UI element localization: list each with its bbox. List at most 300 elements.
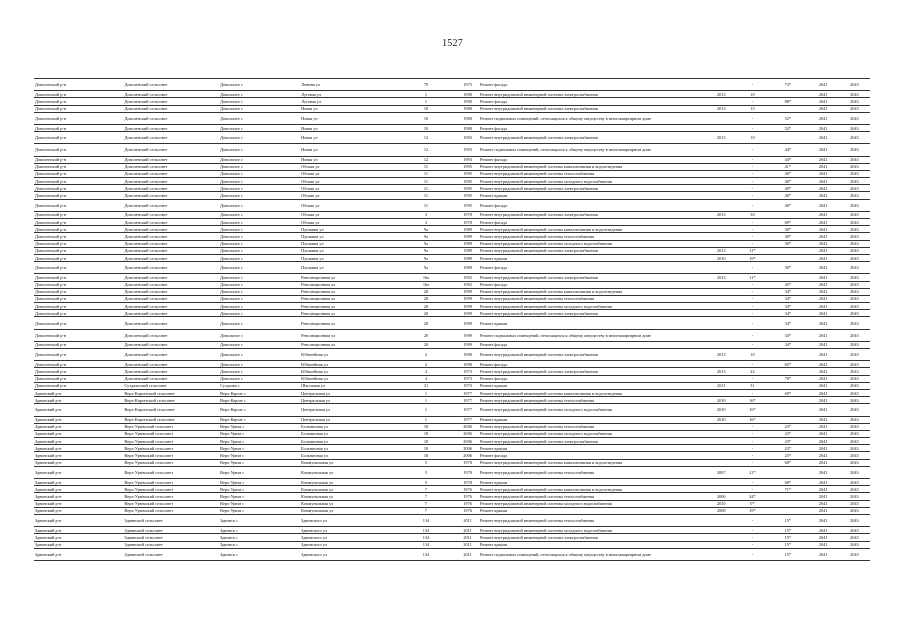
table-row	[34, 144, 870, 156]
house-number-cell: 18	[396, 452, 456, 459]
settlement-council-cell: Суздальский сельсовет	[123, 382, 219, 389]
street-cell: Коммунальная ул	[300, 507, 396, 514]
district-cell: Доволенский р-н	[34, 170, 123, 177]
house-number-cell: 18	[396, 438, 456, 445]
cost-value-cell	[768, 404, 808, 416]
street-cell: Пушкина ул	[300, 262, 396, 274]
table-row	[34, 341, 870, 348]
planned-value-cell: -	[737, 170, 768, 177]
build-year-cell: 1989	[456, 262, 479, 274]
planned-value-cell: -	[737, 185, 768, 192]
street-cell: Новая ул	[300, 105, 396, 112]
last-repair-year-cell	[706, 486, 737, 493]
street-cell: Революционная ул	[300, 288, 396, 295]
district-cell: Здвинский р-н	[34, 389, 123, 396]
house-number-cell: 134	[396, 548, 456, 560]
build-year-cell: 1990	[456, 91, 479, 98]
district-cell: Здвинский р-н	[34, 404, 123, 416]
build-year-cell: 1978	[456, 466, 479, 478]
planned-value-cell: -	[737, 514, 768, 526]
last-repair-year-cell: 2013	[706, 247, 737, 254]
start-year-cell: 2041	[808, 163, 839, 170]
work-type-cell: Ремонт внутридомовой инженерной системы электроснабжения	[479, 368, 706, 375]
table-row	[34, 534, 870, 541]
end-year-cell: 2043	[839, 389, 870, 396]
street-cell: Больничная ул	[300, 438, 396, 445]
house-number-cell: 18	[396, 430, 456, 437]
last-repair-year-cell: 2010	[706, 500, 737, 507]
table-row	[34, 404, 870, 416]
planned-value-cell: 10	[737, 91, 768, 98]
last-repair-year-cell: 2013	[706, 132, 737, 144]
table-row	[34, 548, 870, 560]
work-type-cell: Ремонт внутридомовой инженерной системы теплоснабжения	[479, 493, 706, 500]
work-type-cell: Ремонт внутридомовой инженерной системы холодного водоснабжения	[479, 178, 706, 185]
street-cell: Новая ул	[300, 156, 396, 163]
village-cell: Верх-Урюм с	[219, 479, 300, 486]
village-cell: Верх-Урюм с	[219, 445, 300, 452]
district-cell: Здвинский р-н	[34, 445, 123, 452]
village-cell: Довольное с	[219, 274, 300, 281]
settlement-council-cell: Верх-Урюмский сельсовет	[123, 452, 219, 459]
cost-value-cell: 30*	[768, 233, 808, 240]
build-year-cell: 1990	[456, 98, 479, 105]
table-row	[34, 397, 870, 404]
work-type-cell: Ремонт фасада	[479, 156, 706, 163]
planned-value-cell: -	[737, 192, 768, 199]
work-type-cell: Ремонт внутридомовой инженерной системы канализования и водоотведения	[479, 389, 706, 396]
build-year-cell: 1989	[456, 233, 479, 240]
build-year-cell: 1988	[456, 124, 479, 131]
table-row	[34, 361, 870, 368]
last-repair-year-cell	[706, 303, 737, 310]
street-cell: Больничная ул	[300, 430, 396, 437]
end-year-cell: 2043	[839, 98, 870, 105]
start-year-cell: 2041	[808, 247, 839, 254]
build-year-cell: 2006	[456, 445, 479, 452]
settlement-council-cell: Доволенский сельсовет	[123, 375, 219, 382]
build-year-cell: 1976	[456, 500, 479, 507]
district-cell: Здвинский р-н	[34, 541, 123, 548]
street-cell: Обская ул	[300, 185, 396, 192]
street-cell: Пушкина ул	[300, 233, 396, 240]
village-cell: Здвинск с	[219, 527, 300, 534]
table-row	[34, 262, 870, 274]
village-cell: Довольное с	[219, 288, 300, 295]
end-year-cell: 2043	[839, 548, 870, 560]
village-cell: Довольное с	[219, 262, 300, 274]
street-cell: Пушкина ул	[300, 247, 396, 254]
cost-value-cell: 78*	[768, 375, 808, 382]
cost-value-cell	[768, 105, 808, 112]
table-row	[34, 368, 870, 375]
street-cell: Обская ул	[300, 211, 396, 218]
planned-value-cell: -	[737, 226, 768, 233]
district-cell: Доволенский р-н	[34, 295, 123, 302]
work-type-cell: Ремонт крыши	[479, 479, 706, 486]
start-year-cell: 2041	[808, 445, 839, 452]
settlement-council-cell: Доволенский сельсовет	[123, 219, 219, 226]
cost-value-cell: 44*	[768, 156, 808, 163]
cost-value-cell	[768, 132, 808, 144]
end-year-cell: 2043	[839, 500, 870, 507]
build-year-cell: 1995	[456, 199, 479, 211]
house-number-cell: 1	[396, 404, 456, 416]
cost-value-cell	[768, 397, 808, 404]
table-row	[34, 438, 870, 445]
build-year-cell: 1999	[456, 295, 479, 302]
start-year-cell: 2041	[808, 349, 839, 361]
street-cell: Революционная ул	[300, 274, 396, 281]
village-cell: Довольное с	[219, 112, 300, 124]
house-number-cell: 9а	[396, 233, 456, 240]
village-cell: Довольное с	[219, 144, 300, 156]
cost-value-cell: 34*	[768, 341, 808, 348]
village-cell: Довольное с	[219, 349, 300, 361]
planned-value-cell: -	[737, 163, 768, 170]
start-year-cell: 2041	[808, 185, 839, 192]
settlement-council-cell: Доволенский сельсовет	[123, 178, 219, 185]
build-year-cell: 1999	[456, 288, 479, 295]
cost-value-cell: 34*	[768, 288, 808, 295]
house-number-cell: 11	[396, 185, 456, 192]
cost-value-cell	[768, 349, 808, 361]
table-row	[34, 105, 870, 112]
end-year-cell: 2043	[839, 79, 870, 91]
last-repair-year-cell	[706, 281, 737, 288]
table-row	[34, 163, 870, 170]
last-repair-year-cell	[706, 459, 737, 466]
end-year-cell: 2043	[839, 527, 870, 534]
house-number-cell: 4	[396, 368, 456, 375]
registry-rows	[34, 79, 870, 561]
start-year-cell: 2041	[808, 382, 839, 389]
street-cell: Обская ул	[300, 170, 396, 177]
planned-value-cell: 0*	[737, 500, 768, 507]
end-year-cell: 2043	[839, 397, 870, 404]
last-repair-year-cell: 2007	[706, 466, 737, 478]
last-repair-year-cell: 2013	[706, 349, 737, 361]
build-year-cell: 1995	[456, 170, 479, 177]
work-type-cell: Ремонт внутридомовой инженерной системы электроснабжения	[479, 274, 706, 281]
end-year-cell: 2043	[839, 274, 870, 281]
street-cell: Юбилейная ул	[300, 375, 396, 382]
work-type-cell: Ремонт внутридомовой инженерной системы теплоснабжения	[479, 170, 706, 177]
end-year-cell: 2043	[839, 452, 870, 459]
house-number-cell: 9а	[396, 254, 456, 261]
village-cell: Довольное с	[219, 310, 300, 317]
cost-value-cell: 69*	[768, 219, 808, 226]
district-cell: Доволенский р-н	[34, 132, 123, 144]
last-repair-year-cell	[706, 514, 737, 526]
start-year-cell: 2041	[808, 507, 839, 514]
settlement-council-cell: Доволенский сельсовет	[123, 295, 219, 302]
work-type-cell: Ремонт фасада	[479, 124, 706, 131]
village-cell: Довольное с	[219, 329, 300, 341]
work-type-cell: Ремонт фасада	[479, 375, 706, 382]
village-cell: Довольное с	[219, 226, 300, 233]
work-type-cell: Ремонт внутридомовой инженерной системы электроснабжения	[479, 534, 706, 541]
start-year-cell: 2041	[808, 423, 839, 430]
planned-value-cell: -	[737, 112, 768, 124]
house-number-cell: 16а	[396, 281, 456, 288]
work-type-cell: Ремонт внутридомовой инженерной системы электроснабжения	[479, 438, 706, 445]
district-cell: Здвинский р-н	[34, 500, 123, 507]
build-year-cell: 1995	[456, 163, 479, 170]
district-cell: Здвинский р-н	[34, 416, 123, 423]
street-cell: Коммунальная ул	[300, 466, 396, 478]
end-year-cell: 2043	[839, 507, 870, 514]
village-cell: Здвинск с	[219, 541, 300, 548]
district-cell: Здвинский р-н	[34, 548, 123, 560]
village-cell: Довольное с	[219, 361, 300, 368]
start-year-cell: 2041	[808, 233, 839, 240]
house-number-cell: 10	[396, 124, 456, 131]
last-repair-year-cell	[706, 317, 737, 329]
last-repair-year-cell	[706, 199, 737, 211]
settlement-council-cell: Доволенский сельсовет	[123, 185, 219, 192]
village-cell: Довольное с	[219, 219, 300, 226]
cost-value-cell	[768, 254, 808, 261]
start-year-cell: 2041	[808, 226, 839, 233]
last-repair-year-cell: 2013	[706, 274, 737, 281]
settlement-council-cell: Здвинский сельсовет	[123, 541, 219, 548]
build-year-cell: 1993	[456, 156, 479, 163]
planned-value-cell: -	[737, 156, 768, 163]
planned-value-cell: 19*	[737, 507, 768, 514]
cost-value-cell: 23*	[768, 438, 808, 445]
last-repair-year-cell	[706, 144, 737, 156]
settlement-council-cell: Доволенский сельсовет	[123, 262, 219, 274]
cost-value-cell: 44*	[768, 144, 808, 156]
house-number-cell: 12	[396, 156, 456, 163]
last-repair-year-cell	[706, 541, 737, 548]
last-repair-year-cell: 2013	[706, 211, 737, 218]
village-cell: Довольное с	[219, 132, 300, 144]
planned-value-cell: -	[737, 527, 768, 534]
cost-value-cell: 71*	[768, 486, 808, 493]
table-row	[34, 156, 870, 163]
village-cell: Довольное с	[219, 192, 300, 199]
work-type-cell: Ремонт внутридомовой инженерной системы теплоснабжения	[479, 423, 706, 430]
house-number-cell: 1	[396, 416, 456, 423]
last-repair-year-cell	[706, 329, 737, 341]
house-number-cell: 5	[396, 479, 456, 486]
settlement-council-cell: Доволенский сельсовет	[123, 144, 219, 156]
start-year-cell: 2041	[808, 548, 839, 560]
house-number-cell: 7	[396, 486, 456, 493]
settlement-council-cell: Верх-Урюмский сельсовет	[123, 466, 219, 478]
house-number-cell: 11	[396, 170, 456, 177]
work-type-cell: Ремонт внутридомовой инженерной системы электроснабжения	[479, 211, 706, 218]
start-year-cell: 2041	[808, 156, 839, 163]
cost-value-cell: 23*	[768, 452, 808, 459]
village-cell: Довольное с	[219, 105, 300, 112]
table-row	[34, 132, 870, 144]
start-year-cell: 2041	[808, 303, 839, 310]
cost-value-cell: 15*	[768, 548, 808, 560]
work-type-cell: Ремонт внутридомовой инженерной системы холодного водоснабжения	[479, 303, 706, 310]
house-number-cell: 2	[396, 349, 456, 361]
district-cell: Доволенский р-н	[34, 163, 123, 170]
village-cell: Верх-Урюм с	[219, 452, 300, 459]
district-cell: Доволенский р-н	[34, 178, 123, 185]
last-repair-year-cell	[706, 527, 737, 534]
planned-value-cell: 16*	[737, 416, 768, 423]
house-number-cell: 9а	[396, 262, 456, 274]
table-row	[34, 310, 870, 317]
build-year-cell: 1989	[456, 226, 479, 233]
street-cell: Пушкина ул	[300, 226, 396, 233]
last-repair-year-cell: 2006	[706, 493, 737, 500]
build-year-cell: 1995	[456, 178, 479, 185]
end-year-cell: 2043	[839, 514, 870, 526]
planned-value-cell: -	[737, 486, 768, 493]
end-year-cell: 2043	[839, 534, 870, 541]
street-cell: Больничная ул	[300, 423, 396, 430]
village-cell: Довольное с	[219, 91, 300, 98]
cost-value-cell: 34*	[768, 317, 808, 329]
start-year-cell: 2041	[808, 281, 839, 288]
cost-value-cell: 34*	[768, 303, 808, 310]
house-number-cell: 134	[396, 534, 456, 541]
district-cell: Доволенский р-н	[34, 226, 123, 233]
settlement-council-cell: Доволенский сельсовет	[123, 79, 219, 91]
village-cell: Довольное с	[219, 79, 300, 91]
cost-value-cell: 41*	[768, 163, 808, 170]
end-year-cell: 2043	[839, 445, 870, 452]
village-cell: Верх-Урюм с	[219, 493, 300, 500]
table-row	[34, 479, 870, 486]
planned-value-cell: -	[737, 219, 768, 226]
build-year-cell: 1978	[456, 211, 479, 218]
village-cell: Довольное с	[219, 295, 300, 302]
table-row	[34, 349, 870, 361]
last-repair-year-cell	[706, 548, 737, 560]
street-cell: Больничная ул	[300, 452, 396, 459]
planned-value-cell: -	[737, 438, 768, 445]
village-cell: Верх-Каргат с	[219, 389, 300, 396]
village-cell: Суздалка с	[219, 382, 300, 389]
district-cell: Доволенский р-н	[34, 274, 123, 281]
end-year-cell: 2043	[839, 219, 870, 226]
cost-value-cell: 23*	[768, 445, 808, 452]
table-row	[34, 98, 870, 105]
planned-value-cell: 11*	[737, 247, 768, 254]
start-year-cell: 2041	[808, 254, 839, 261]
start-year-cell: 2041	[808, 79, 839, 91]
start-year-cell: 2041	[808, 91, 839, 98]
district-cell: Здвинский р-н	[34, 459, 123, 466]
house-number-cell: 4	[396, 375, 456, 382]
street-cell: Здвинского ул	[300, 548, 396, 560]
last-repair-year-cell	[706, 534, 737, 541]
district-cell: Здвинский р-н	[34, 493, 123, 500]
last-repair-year-cell: 2010	[706, 254, 737, 261]
cost-value-cell: 30*	[768, 262, 808, 274]
street-cell: Юбилейная ул	[300, 349, 396, 361]
build-year-cell: 2011	[456, 548, 479, 560]
street-cell: Здвинского ул	[300, 534, 396, 541]
start-year-cell: 2041	[808, 368, 839, 375]
start-year-cell: 2041	[808, 500, 839, 507]
work-type-cell: Ремонт внутридомовой инженерной системы канализования и водоотведения	[479, 163, 706, 170]
start-year-cell: 2041	[808, 514, 839, 526]
cost-value-cell: 34*	[768, 295, 808, 302]
build-year-cell: 2006	[456, 430, 479, 437]
work-type-cell: Ремонт подвальных помещений, относящихся к общему имуществу в многоквартирном доме	[479, 112, 706, 124]
planned-value-cell: -	[737, 459, 768, 466]
district-cell: Доволенский р-н	[34, 185, 123, 192]
start-year-cell: 2041	[808, 452, 839, 459]
district-cell: Доволенский р-н	[34, 211, 123, 218]
build-year-cell: 2011	[456, 534, 479, 541]
last-repair-year-cell	[706, 170, 737, 177]
start-year-cell: 2041	[808, 211, 839, 218]
district-cell: Доволенский р-н	[34, 341, 123, 348]
planned-value-cell: -	[737, 240, 768, 247]
work-type-cell: Ремонт фасада	[479, 199, 706, 211]
work-type-cell: Ремонт внутридомовой инженерной системы канализования и водоотведения	[479, 226, 706, 233]
last-repair-year-cell	[706, 445, 737, 452]
start-year-cell: 2041	[808, 389, 839, 396]
settlement-council-cell: Доволенский сельсовет	[123, 105, 219, 112]
district-cell: Здвинский р-н	[34, 430, 123, 437]
district-cell: Здвинский р-н	[34, 534, 123, 541]
build-year-cell: 1978	[456, 479, 479, 486]
cost-value-cell: 40*	[768, 185, 808, 192]
end-year-cell: 2043	[839, 262, 870, 274]
planned-value-cell: -	[737, 534, 768, 541]
district-cell: Здвинский р-н	[34, 514, 123, 526]
start-year-cell: 2041	[808, 541, 839, 548]
planned-value-cell: 19*	[737, 254, 768, 261]
settlement-council-cell: Доволенский сельсовет	[123, 170, 219, 177]
planned-value-cell: 24*	[737, 493, 768, 500]
street-cell: Коммунальная ул	[300, 493, 396, 500]
street-cell: Ленина ул	[300, 79, 396, 91]
build-year-cell: 1999	[456, 317, 479, 329]
start-year-cell: 2041	[808, 397, 839, 404]
end-year-cell: 2043	[839, 91, 870, 98]
planned-value-cell: -	[737, 199, 768, 211]
start-year-cell: 2041	[808, 219, 839, 226]
cost-value-cell: 34*	[768, 329, 808, 341]
build-year-cell: 2006	[456, 423, 479, 430]
house-number-cell: 7	[396, 493, 456, 500]
planned-value-cell: -	[737, 452, 768, 459]
last-repair-year-cell	[706, 240, 737, 247]
end-year-cell: 2043	[839, 361, 870, 368]
village-cell: Довольное с	[219, 178, 300, 185]
district-cell: Доволенский р-н	[34, 375, 123, 382]
table-row	[34, 91, 870, 98]
work-type-cell: Ремонт крыши	[479, 541, 706, 548]
settlement-council-cell: Верх-Урюмский сельсовет	[123, 479, 219, 486]
planned-value-cell: -	[737, 98, 768, 105]
settlement-council-cell: Доволенский сельсовет	[123, 226, 219, 233]
end-year-cell: 2043	[839, 423, 870, 430]
end-year-cell: 2043	[839, 254, 870, 261]
table-row	[34, 281, 870, 288]
planned-value-cell: -	[737, 124, 768, 131]
district-cell: Доволенский р-н	[34, 105, 123, 112]
work-type-cell: Ремонт внутридомовой инженерной системы теплоснабжения	[479, 295, 706, 302]
end-year-cell: 2043	[839, 479, 870, 486]
build-year-cell: 2006	[456, 452, 479, 459]
start-year-cell: 2041	[808, 199, 839, 211]
street-cell: Революционная ул	[300, 295, 396, 302]
